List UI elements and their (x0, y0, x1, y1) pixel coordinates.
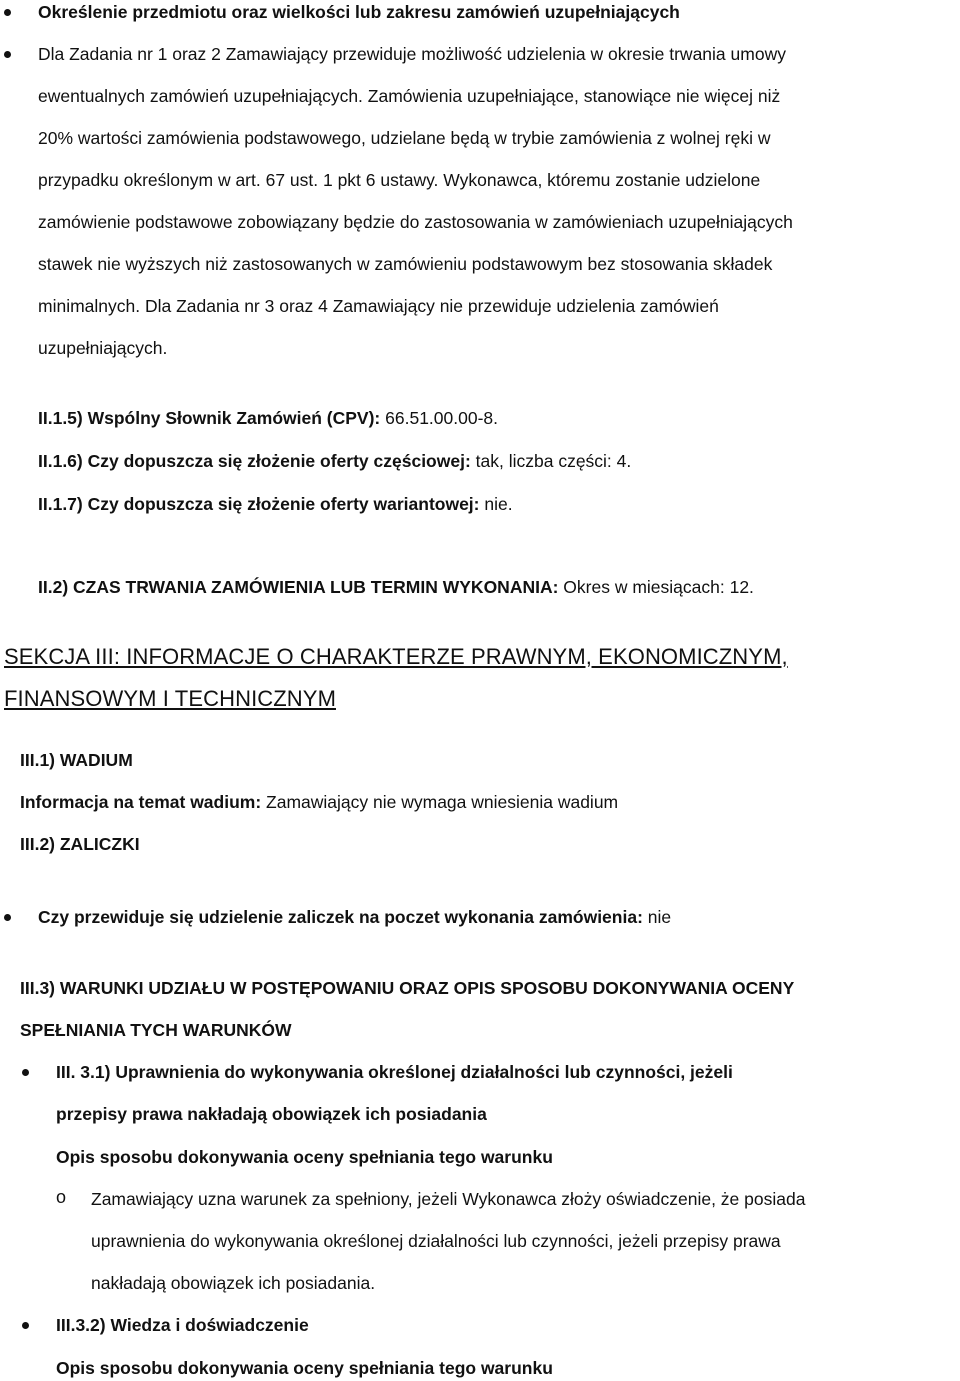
sub-item-line: Zamawiający uzna warunek za spełniony, jeżeli Wykonawca złoży oświadczenie, że posiada (91, 1189, 806, 1209)
paragraph-line: przypadku określonym w art. 67 ust. 1 pkt 6 ustawy. Wykonawca, któremu zostanie udzielone (38, 170, 761, 190)
paragraph-line: Dla Zadania nr 1 oraz 2 Zamawiający przewiduje możliwość udzielenia w okresie trwania umowy (38, 44, 786, 64)
duration-line: II.2) CZAS TRWANIA ZAMÓWIENIA LUB TERMIN WYKONANIA: Okres w miesiącach: 12. (38, 577, 754, 597)
zaliczki-heading: III.2) ZALICZKI (20, 834, 140, 854)
section-heading: SEKCJA III: INFORMACJE O CHARAKTERZE PRAWNYM, EKONOMICZNYM, (4, 644, 788, 669)
wadium-line: Informacja na temat wadium: Zamawiający nie wymaga wniesienia wadium (20, 792, 619, 812)
item-title: Określenie przedmiotu oraz wielkości lub zakresu zamówień uzupełniających (38, 2, 680, 22)
bullet-icon (4, 9, 11, 16)
circle-bullet-icon: o (56, 1187, 67, 1207)
paragraph-line: uzupełniających. (38, 338, 168, 358)
condition-title: III. 3.1) Uprawnienia do wykonywania określonej działalności lub czynności, jeżeli (56, 1062, 733, 1082)
zaliczki-line: Czy przewiduje się udzielenie zaliczek na poczet wykonania zamówienia: nie (38, 907, 672, 927)
paragraph-line: 20% wartości zamówienia podstawowego, udzielane będą w trybie zamówienia z wolnej ręki w (38, 128, 771, 148)
variant-offer-line: II.1.7) Czy dopuszcza się złożenie oferty wariantowej: nie. (38, 494, 513, 514)
paragraph-line: minimalnych. Dla Zadania nr 3 oraz 4 Zamawiający nie przewiduje udzielenia zamówień (38, 296, 719, 316)
wadium-heading: III.1) WADIUM (20, 750, 133, 770)
section-heading: FINANSOWYM I TECHNICZNYM (4, 686, 336, 711)
warunki-heading: III.3) WARUNKI UDZIAŁU W POSTĘPOWANIU ORAZ OPIS SPOSOBU DOKONYWANIA OCENY (20, 978, 795, 998)
bullet-icon (4, 914, 11, 921)
bullet-icon (22, 1069, 29, 1076)
condition-opis: Opis sposobu dokonywania oceny spełniania tego warunku (56, 1358, 553, 1378)
cpv-line: II.1.5) Wspólny Słownik Zamówień (CPV): 66.51.00.00-8. (38, 408, 498, 428)
partial-offer-line: II.1.6) Czy dopuszcza się złożenie oferty częściowej: tak, liczba części: 4. (38, 451, 632, 471)
sub-item-line: uprawnienia do wykonywania określonej działalności lub czynności, jeżeli przepisy prawa (91, 1231, 781, 1251)
paragraph-line: stawek nie wyższych niż zastosowanych w zamówieniu podstawowym bez stosowania składek (38, 254, 773, 274)
bullet-icon (22, 1322, 29, 1329)
sub-item-line: nakładają obowiązek ich posiadania. (91, 1273, 376, 1293)
warunki-heading: SPEŁNIANIA TYCH WARUNKÓW (20, 1020, 292, 1040)
condition-title: przepisy prawa nakładają obowiązek ich posiadania (56, 1104, 487, 1124)
paragraph-line: ewentualnych zamówień uzupełniających. Zamówienia uzupełniające, stanowiące nie więcej niż (38, 86, 781, 106)
paragraph-line: zamówienie podstawowe zobowiązany będzie do zastosowania w zamówieniach uzupełniających (38, 212, 793, 232)
condition-title: III.3.2) Wiedza i doświadczenie (56, 1315, 309, 1335)
condition-opis: Opis sposobu dokonywania oceny spełniania tego warunku (56, 1147, 553, 1167)
bullet-icon (4, 51, 11, 58)
